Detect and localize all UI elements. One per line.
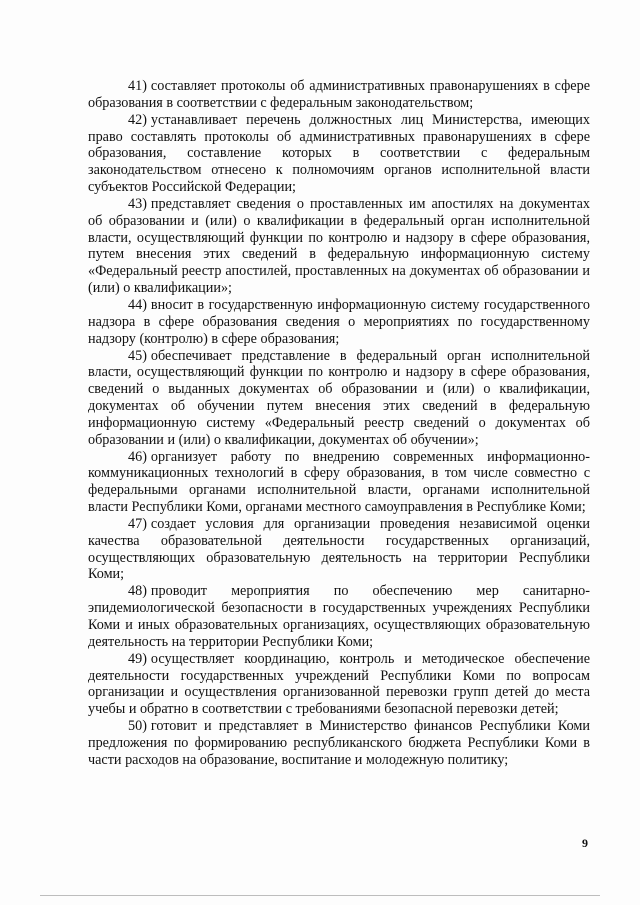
item-text: составляет протоколы об административных правонарушениях в сфере образования в соответствии с федеральным законодательством;: [88, 78, 590, 111]
list-item: [88, 583, 590, 650]
item-number: 43): [128, 195, 147, 212]
item-text: представляет сведения о проставленных им апостилях на документах об образовании и (или) о квалификации в федеральный орган исполнительной власти, осуществляющий функции по контролю и надзору в сфере образования, путем внесения этих сведений в федеральную информационную систему «Федеральный реестр апостилей, проставленных на документах об образовании и (или) о квалификации»;: [88, 195, 590, 297]
item-text: создает условия для организации проведения независимой оценки качества образовательной деятельности государственных организаций, осуществляющих образовательную деятельность на территории Республики Коми;: [88, 515, 590, 583]
page-number: 9: [582, 836, 588, 850]
list-item: [88, 297, 590, 348]
list-item: [88, 718, 590, 769]
list-item: [88, 651, 590, 718]
list-item: [88, 196, 590, 297]
item-text: вносит в государственную информационную систему государственного надзора в сфере образования сведения о мероприятиях по государственному надзору (контролю) в сфере образования;: [88, 296, 590, 347]
item-number: 45): [128, 347, 147, 364]
item-text: обеспечивает представление в федеральный орган исполнительной власти, осуществляющий функции по контролю и надзору в сфере образования, сведений о выданных документах об образовании и (или) о квалификации, документах об обучении путем внесения этих сведений в федеральную информационную систему «Федеральный реестр сведений о документах об образовании и (или) о квалификации, документах об обучении»;: [88, 347, 590, 448]
item-text: организует работу по внедрению современных информационно-коммуникационных технологий в сферу образования, в том числе совместно с федеральными органами исполнительной власти, органами исполнительной власти Республики Коми, органами местного самоуправления в Республике Коми;: [88, 448, 590, 516]
list-item: [88, 516, 590, 583]
item-number: 49): [128, 650, 147, 667]
item-number: 41): [128, 78, 147, 94]
list-item: [88, 78, 590, 112]
list-item: [88, 348, 590, 449]
list-item: [88, 449, 590, 516]
item-number: 42): [128, 111, 147, 128]
item-number: 48): [128, 583, 147, 600]
item-number: 47): [128, 515, 147, 532]
document-body: [88, 78, 590, 769]
item-text: готовит и представляет в Министерство финансов Республики Коми предложения по формированию республиканского бюджета Республики Коми в части расходов на образование, воспитание и молодежную политику;: [88, 718, 590, 768]
item-number: 44): [128, 296, 147, 313]
item-number: 50): [128, 718, 147, 735]
scan-edge-line: [40, 895, 600, 896]
item-text: осуществляет координацию, контроль и методическое обеспечение деятельности государственных учреждений Республики Коми по вопросам организации и осуществления организованной перевозки групп детей до места учебы и обратно в соответствии с требованиями безопасной перевозки детей;: [88, 650, 590, 718]
item-text: проводит мероприятия по обеспечению мер санитарно-эпидемиологической безопасности в государственных учреждениях Республики Коми и иных образовательных организациях, осуществляющих образовательную деятельность на территории Республики Коми;: [88, 583, 590, 650]
item-text: устанавливает перечень должностных лиц Министерства, имеющих право составлять протоколы об административных правонарушениях в сфере образования, составление которых в соответствии с федеральным законодательством отнесено к полномочиям органов исполнительной власти субъектов Российской Федерации;: [88, 111, 590, 196]
item-number: 46): [128, 448, 147, 465]
list-item: [88, 112, 590, 196]
